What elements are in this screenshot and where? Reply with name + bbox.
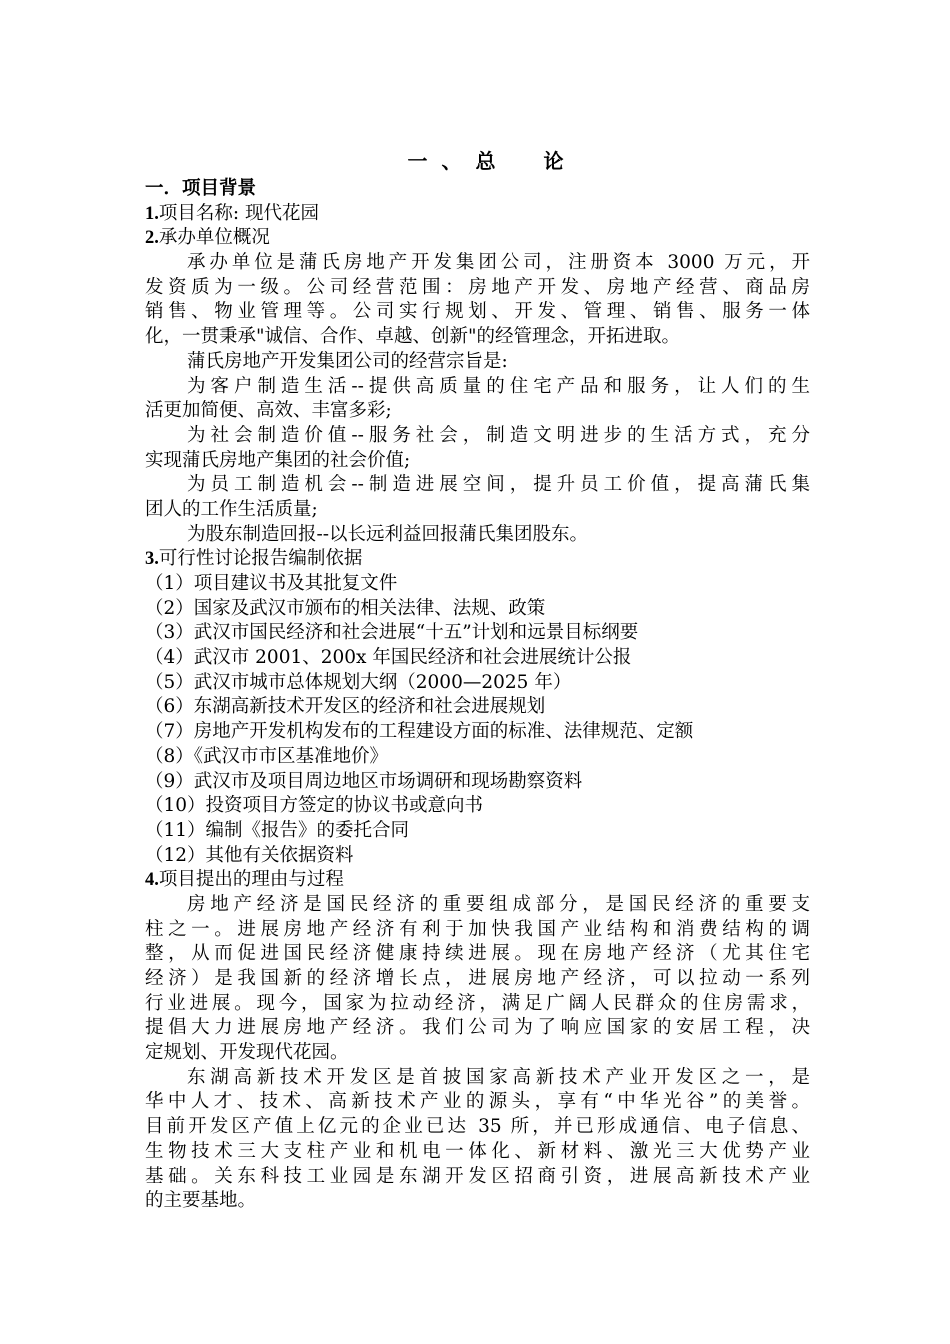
item-text: 可行性讨论报告编制依据 — [158, 548, 363, 570]
paragraph-line: 实现蒲氏房地产集团的社会价值; — [145, 449, 411, 471]
paragraph-line: 团人的工作生活质量; — [145, 498, 318, 520]
item-text: 项目名称: 现代花园 — [158, 202, 319, 224]
paragraph-line: 提倡大力进展房地产经济。我们公司为了响应国家的安居工程，决 — [145, 1017, 810, 1039]
item-reason-heading — [145, 868, 810, 893]
paragraph-line: 基础。关东科技工业园是东湖开发区招商引资，进展高新技术产业 — [145, 1165, 810, 1187]
paragraph-line: 为员工制造机会--制造进展空间，提升员工价值，提高蒲氏集 — [187, 474, 810, 496]
list-item: （1）项目建议书及其批复文件 — [145, 573, 398, 594]
paragraph-line: 柱之一。进展房地产经济有利于加快我国产业结构和消费结构的调 — [145, 918, 810, 940]
item-organizer-heading — [145, 226, 810, 251]
paragraph-line: 化，一贯秉承"诚信、合作、卓越、创新"的经管理念，开拓进取。 — [145, 326, 681, 348]
chapter-title: 一、总 论 — [407, 149, 578, 173]
paragraph-line: 蒲氏房地产开发集团公司的经营宗旨是: — [187, 350, 508, 372]
item-number: 2. — [145, 228, 159, 249]
paragraph-line: 目前开发区产值上亿元的企业已达 35 所，并已形成通信、电子信息、 — [145, 1116, 810, 1138]
item-basis-heading — [145, 547, 810, 572]
paragraph-line: 定规划、开发现代花园。 — [145, 1042, 349, 1064]
list-item: （3）武汉市国民经济和社会进展“十五”计划和远景目标纲要 — [145, 622, 639, 644]
list-item: （4）武汉市 2001、200x 年国民经济和社会进展统计公报 — [145, 647, 632, 669]
paragraph-line: 活更加简便、高效、丰富多彩; — [145, 400, 392, 422]
list-item: （11）编制《报告》的委托合同 — [145, 819, 410, 841]
list-item: （10）投资项目方签定的协议书或意向书 — [145, 795, 484, 817]
paragraph-line: 行业进展。现今，国家为拉动经济，满足广阔人民群众的住房需求， — [145, 992, 810, 1014]
paragraph-line: 的主要基地。 — [145, 1190, 257, 1212]
paragraph-line: 为社会制造价值--服务社会，制造文明进步的生活方式，充分 — [187, 424, 810, 446]
item-number: 1. — [145, 203, 159, 224]
item-text: 承办单位概况 — [158, 227, 270, 249]
item-project-name — [145, 202, 810, 227]
item-number: 4. — [145, 870, 159, 891]
list-item: （6）东湖高新技术开发区的经济和社会进展规划 — [145, 696, 546, 718]
paragraph-line: 整，从而促进国民经济健康持续进展。现在房地产经济（尤其住宅 — [145, 943, 810, 965]
paragraph-line: 经济）是我国新的经济增长点，进展房地产经济，可以拉动一系列 — [145, 968, 810, 989]
list-item: （5）武汉市城市总体规划大纲（2000—2025 年） — [145, 671, 572, 693]
section-heading: 一．项目背景 — [145, 178, 257, 199]
paragraph-line: 销售、物业管理等。公司实行规划、开发、管理、销售、服务一体 — [145, 301, 810, 323]
item-text: 项目提出的理由与过程 — [158, 869, 344, 891]
paragraph-line: 生物技术三大支柱产业和机电一体化、新材料、激光三大优势产业 — [145, 1140, 810, 1162]
paragraph-line: 东湖高新技术开发区是首披国家高新技术产业开发区之一，是 — [187, 1066, 810, 1088]
paragraph-line: 房地产经济是国民经济的重要组成部分，是国民经济的重要支 — [187, 893, 810, 915]
list-item: （9）武汉市及项目周边地区市场调研和现场勘察资料 — [145, 770, 583, 792]
paragraph-line: 承办单位是蒲氏房地产开发集团公司，注册资本 3000 万元，开 — [187, 252, 810, 274]
paragraph-line: 发资质为一级。公司经营范围：房地产开发、房地产经营、商品房 — [145, 276, 810, 298]
document-page — [145, 145, 810, 1214]
list-item: （7）房地产开发机构发布的工程建设方面的标准、法律规范、定额 — [145, 721, 694, 743]
list-item: （8）《武汉市市区基准地价》 — [145, 745, 389, 767]
item-number: 3. — [145, 549, 159, 570]
list-item: （12）其他有关依据资料 — [145, 844, 354, 866]
paragraph-line: 为股东制造回报--以长远利益回报蒲氏集团股东。 — [187, 523, 589, 545]
paragraph-line: 为客户制造生活--提供高质量的住宅产品和服务，让人们的生 — [187, 375, 810, 397]
list-item: （2）国家及武汉市颁布的相关法律、法规、政策 — [145, 597, 546, 619]
paragraph-line: 华中人才、技术、高新技术产业的源头，享有“中华光谷”的美誉。 — [145, 1091, 810, 1113]
